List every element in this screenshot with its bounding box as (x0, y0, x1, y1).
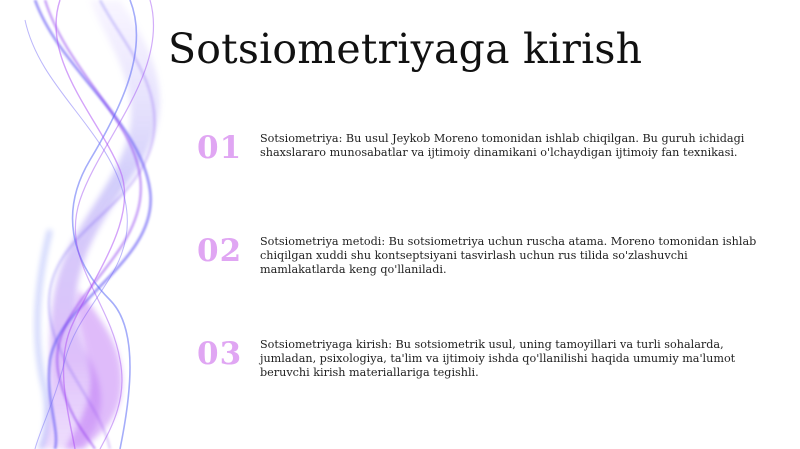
item-text: Sotsiometriya metodi: Bu sotsiometriya uchun ruscha atama. Moreno tomonidan ishlab chiqilgan xuddi shu kontseptsiyani tasvirlash uchun rus tilida so'zlashuvchi mamlakatlarda keng qo'llaniladi. (260, 235, 757, 276)
slide-title: Sotsiometriyaga kirish (168, 25, 643, 73)
item-number: 02 (197, 233, 243, 269)
item-text: Sotsiometriyaga kirish: Bu sotsiometrik usul, uning tamoyillari va turli sohalarda, jumladan, psixologiya, ta'lim va ijtimoiy ishda qo'llanilishi haqida umumiy ma'lumot beruvchi kirish materiallariga tegishli. (260, 338, 736, 379)
list-item (195, 338, 755, 398)
list-item (195, 235, 755, 295)
item-text: Sotsiometriya: Bu usul Jeykob Moreno tomonidan ishlab chiqilgan. Bu guruh ichidagi shaxslararo munosabatlar va ijtimoiy dinamikani o'lchaydigan ijtimoiy fan texnikasi. (260, 132, 745, 159)
item-number: 01 (197, 130, 243, 166)
list-item (195, 132, 755, 192)
item-number: 03 (197, 336, 243, 372)
